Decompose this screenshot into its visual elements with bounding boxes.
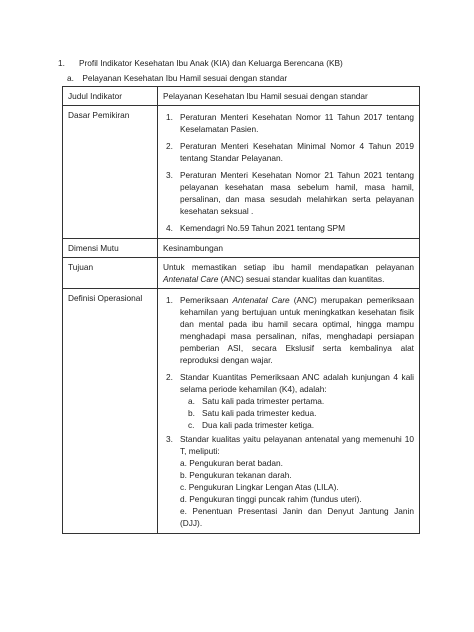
list-item: 4. Kemendagri No.59 Tahun 2021 tentang SPM [166,223,345,234]
sub-list-item: e. Penentuan Presentasi Janin dan Denyut Jantung Janin (DJJ). [180,506,414,529]
list-item: 1. Pemeriksaan Antenatal Care (ANC) merupakan pemeriksaan kehamilan yang bertujuan untuk meningkatkan kesehatan fisik dan mental pada ibu hamil secara optimal, hingga mampu menghadapi masa persalinan, nifas, menghadapi persiapan pemberian ASI, secara Ekslusif serta kembalinya alat reproduksi dengan wajar. [166,295,414,366]
sub-list-item: c. Dua kali pada trimester ketiga. [188,420,315,431]
sub-list-item: d. Pengukuran tinggi puncak rahim (fundus uteri). [180,494,362,505]
list-item: 2. Standar Kuantitas Pemeriksaan ANC adalah kunjungan 4 kali selama periode kehamilan (K4), adalah: a. Satu kali pada trimester pertama. b. Satu kali pada trimester kedua. c. Dua kali pada trimester ketiga. [166,372,414,431]
sub-list-item: a. Satu kali pada trimester pertama. [188,396,325,407]
list-item: 3. Standar kualitas yaitu pelayanan antenatal yang memenuhi 10 T, meliputi: a. Pengukuran berat badan. b. Pengukuran tekanan darah. c. Pengukuran Lingkar Lengan Atas (LILA). d. Pengukuran tinggi puncak rahim (fundus uteri). e. Penentuan Presentasi Janin dan Denyut Jantung Janin (DJJ). [166,434,414,529]
sub-list-item: b. Pengukuran tekanan darah. [180,470,292,481]
sub-list-item: a. Pengukuran berat badan. [180,458,283,469]
subsection-heading [67,72,287,84]
section-title: Profil Indikator Kesehatan Ibu Anak (KIA) dan Keluarga Berencana (KB) [79,58,343,68]
table-row [63,106,420,239]
definisi-label: Definisi Operasional [63,289,158,533]
subsection-letter: a. [67,73,74,83]
sub-list-item: b. Satu kali pada trimester kedua. [188,408,317,419]
k4-sublist [180,395,414,431]
list-item: 3. Peraturan Menteri Kesehatan Nomor 21 Tahun 2021 tentang pelayanan kesehatan masa sebelum hamil, masa hamil, persalinan, dan masa sesudah melahirkan serta pelayanan kesehatan seksual . [166,170,414,217]
definisi-value [158,289,420,533]
sub-list-item: c. Pengukuran Lingkar Lengan Atas (LILA). [180,482,339,493]
dasar-list [163,111,414,234]
10t-sublist [180,457,414,529]
table-row [63,239,420,258]
table-row [63,289,420,533]
tujuan-value: Untuk memastikan setiap ibu hamil mendapatkan pelayanan Antenatal Care (ANC) sesuai standar kualitas dan kuantitas. [158,258,420,289]
dasar-label: Dasar Pemikiran [63,106,158,239]
judul-value: Pelayanan Kesehatan Ibu Hamil sesuai dengan standar [158,87,420,106]
tujuan-label: Tujuan [63,258,158,289]
dimensi-label: Dimensi Mutu [63,239,158,258]
list-item: 1. Peraturan Menteri Kesehatan Nomor 11 Tahun 2017 tentang Keselamatan Pasien. [166,112,414,135]
table-row [63,87,420,106]
definisi-list [163,294,414,529]
table-row [63,258,420,289]
subsection-title: Pelayanan Kesehatan Ibu Hamil sesuai dengan standar [82,73,288,83]
section-number: 1. [58,58,65,68]
dimensi-value: Kesinambungan [158,239,420,258]
list-item: 2. Peraturan Menteri Kesehatan Minimal Nomor 4 Tahun 2019 tentang Standar Pelayanan. [166,141,414,164]
judul-label: Judul Indikator [63,87,158,106]
dasar-value [158,106,420,239]
indicator-table [62,86,420,534]
